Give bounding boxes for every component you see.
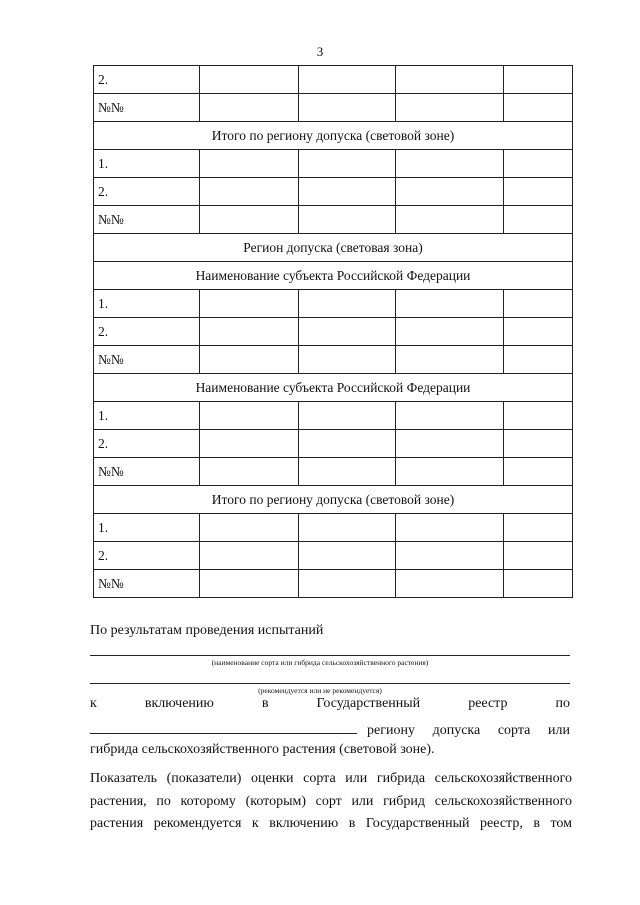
empty-cell	[299, 66, 396, 94]
row-number: №№	[94, 346, 200, 374]
empty-cell	[299, 318, 396, 346]
row-number: 1.	[94, 150, 200, 178]
variety-name-line	[90, 655, 570, 656]
table-row	[94, 346, 573, 374]
empty-cell	[299, 542, 396, 570]
empty-cell	[396, 542, 504, 570]
empty-cell	[200, 178, 299, 206]
empty-cell	[200, 542, 299, 570]
row-number: №№	[94, 206, 200, 234]
empty-cell	[504, 458, 573, 486]
table-row	[94, 66, 573, 94]
word: реестр	[468, 696, 508, 711]
section-title: Итого по региону допуска (световой зоне)	[94, 122, 573, 150]
word: региону	[367, 723, 415, 738]
section-title: Наименование субъекта Российской Федерации	[94, 262, 573, 290]
table-row	[94, 318, 573, 346]
word: сорта	[497, 723, 531, 738]
empty-cell	[200, 290, 299, 318]
empty-cell	[504, 346, 573, 374]
empty-cell	[200, 430, 299, 458]
empty-cell	[504, 206, 573, 234]
line-inclusion	[90, 696, 570, 712]
empty-cell	[200, 346, 299, 374]
empty-cell	[299, 178, 396, 206]
empty-cell	[396, 570, 504, 598]
empty-cell	[200, 94, 299, 122]
para-line: растения рекомендуется к включению в Государственный реестр, в том	[90, 816, 572, 831]
section-title: Наименование субъекта Российской Федерации	[94, 374, 573, 402]
table-section-header	[94, 122, 573, 150]
empty-cell	[504, 66, 573, 94]
empty-cell	[396, 150, 504, 178]
empty-cell	[200, 206, 299, 234]
empty-cell	[200, 458, 299, 486]
empty-cell	[504, 542, 573, 570]
table-section-header	[94, 486, 573, 514]
table-row	[94, 94, 573, 122]
page-number: 3	[316, 44, 324, 59]
table-row	[94, 290, 573, 318]
row-number: №№	[94, 570, 200, 598]
results-table	[93, 65, 573, 598]
empty-cell	[396, 318, 504, 346]
empty-cell	[396, 206, 504, 234]
word: Государственный	[316, 696, 421, 711]
table-section-header	[94, 234, 573, 262]
row-number: №№	[94, 458, 200, 486]
word: или	[548, 723, 570, 738]
table-section-header	[94, 374, 573, 402]
empty-cell	[200, 150, 299, 178]
empty-cell	[396, 94, 504, 122]
empty-cell	[396, 430, 504, 458]
para-line: Показатель (показатели) оценки сорта или гибрида сельскохозяйственного	[90, 771, 572, 786]
empty-cell	[504, 318, 573, 346]
empty-cell	[299, 290, 396, 318]
empty-cell	[504, 514, 573, 542]
empty-cell	[396, 458, 504, 486]
word: допуска	[432, 723, 481, 738]
recommended-line	[90, 683, 570, 684]
caption-recommended: (рекомендуется или не рекомендуется)	[258, 686, 382, 695]
row-number: 2.	[94, 542, 200, 570]
empty-cell	[200, 402, 299, 430]
table-row	[94, 458, 573, 486]
empty-cell	[396, 346, 504, 374]
empty-cell	[299, 430, 396, 458]
row-number: 2.	[94, 318, 200, 346]
empty-cell	[299, 346, 396, 374]
empty-cell	[200, 66, 299, 94]
word: включению	[144, 696, 214, 711]
empty-cell	[299, 514, 396, 542]
empty-cell	[299, 402, 396, 430]
word: в	[261, 696, 269, 711]
table-row	[94, 430, 573, 458]
row-number: 2.	[94, 430, 200, 458]
empty-cell	[396, 402, 504, 430]
section-title: Итого по региону допуска (световой зоне)	[94, 486, 573, 514]
empty-cell	[299, 150, 396, 178]
empty-cell	[396, 290, 504, 318]
empty-cell	[200, 570, 299, 598]
empty-cell	[396, 178, 504, 206]
region-blank	[90, 719, 357, 734]
empty-cell	[299, 94, 396, 122]
row-number: 1.	[94, 514, 200, 542]
empty-cell	[504, 94, 573, 122]
empty-cell	[396, 514, 504, 542]
table-row	[94, 542, 573, 570]
empty-cell	[299, 570, 396, 598]
empty-cell	[504, 430, 573, 458]
caption-variety: (наименование сорта или гибрида сельскохозяйственного растения)	[211, 658, 429, 667]
table-row	[94, 514, 573, 542]
line-region	[90, 719, 570, 739]
table-row	[94, 178, 573, 206]
empty-cell	[396, 66, 504, 94]
empty-cell	[504, 178, 573, 206]
empty-cell	[200, 318, 299, 346]
row-number: 2.	[94, 178, 200, 206]
empty-cell	[299, 458, 396, 486]
empty-cell	[504, 570, 573, 598]
empty-cell	[504, 150, 573, 178]
indicators-paragraph	[90, 768, 572, 836]
table-section-header	[94, 262, 573, 290]
word: к	[90, 696, 97, 711]
table-row	[94, 570, 573, 598]
row-number: 1.	[94, 290, 200, 318]
table-row	[94, 206, 573, 234]
row-number: 2.	[94, 66, 200, 94]
results-intro: По результатам проведения испытаний	[90, 623, 324, 638]
row-number: 1.	[94, 402, 200, 430]
para-line: растения, по которому (которым) сорт или гибрид сельскохозяйственного	[90, 793, 572, 809]
empty-cell	[504, 402, 573, 430]
table-row	[94, 402, 573, 430]
empty-cell	[504, 290, 573, 318]
empty-cell	[200, 514, 299, 542]
line-hybrid: гибрида сельскохозяйственного растения (световой зоне).	[90, 742, 435, 757]
row-number: №№	[94, 94, 200, 122]
section-title: Регион допуска (световая зона)	[94, 234, 573, 262]
word: по	[555, 696, 570, 711]
empty-cell	[299, 206, 396, 234]
table-row	[94, 150, 573, 178]
